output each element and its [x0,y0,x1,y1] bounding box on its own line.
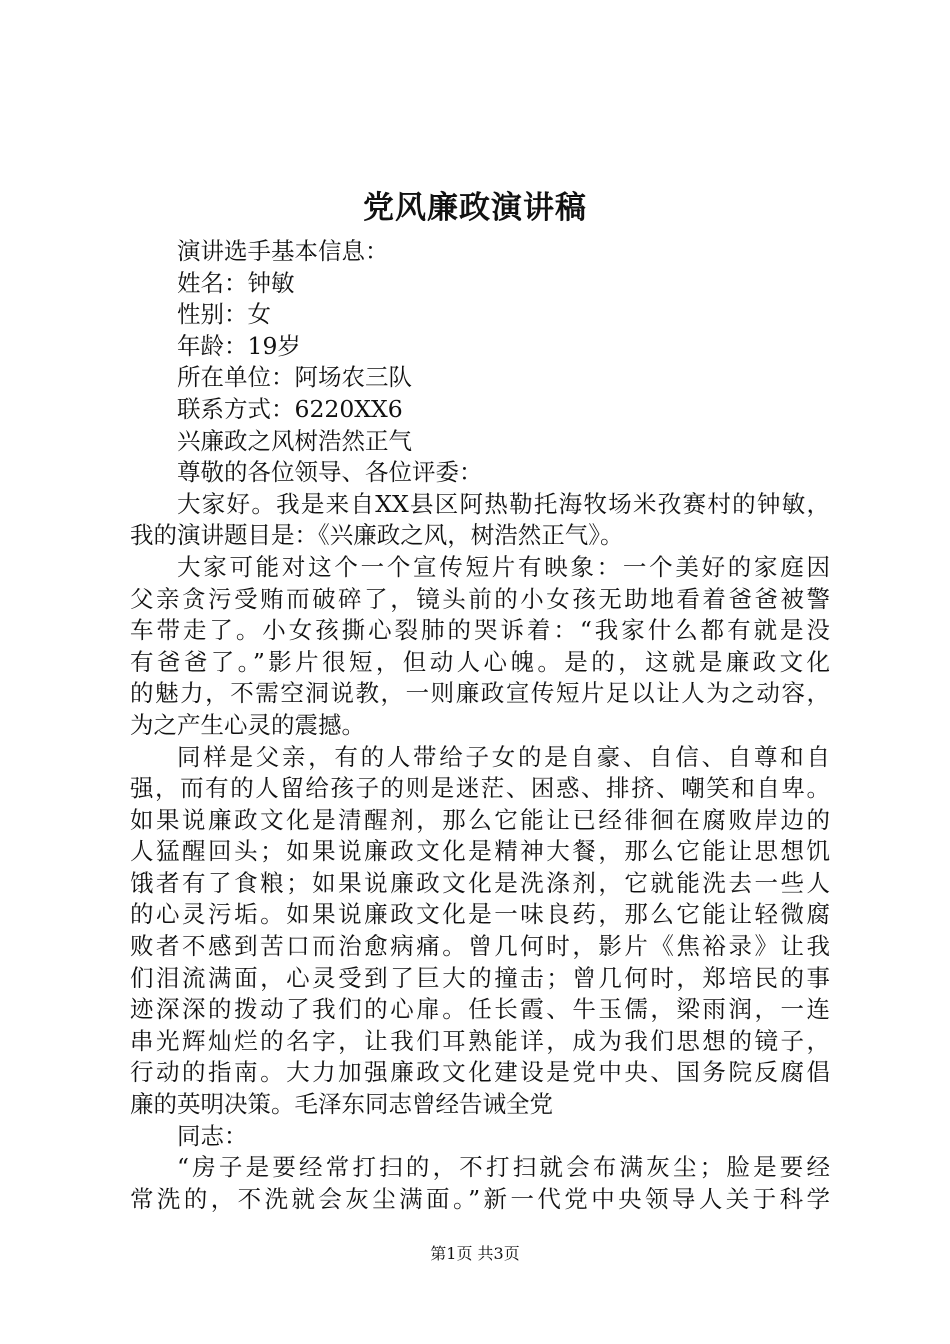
text-line: 迹深深的拨动了我们的心扉。任长霞、牛玉儒，梁雨润，一连 [130,995,830,1024]
text-line: 有爸爸了。”影片很短，但动人心魄。是的，这就是廉政文化 [130,647,830,676]
text-line: 如果说廉政文化是清醒剂，那么它能让已经徘徊在腐败岸边的 [130,805,830,834]
text-line: “房子是要经常打扫的，不打扫就会布满灰尘；脸是要经 [177,1153,830,1182]
text-line: 败者不感到苦口而治愈病痛。曾几何时，影片《焦裕录》让我 [130,932,830,961]
text-line: 的心灵污垢。如果说廉政文化是一味良药，那么它能让轻微腐 [130,900,830,929]
text-line: 大家好。我是来自XX县区阿热勒托海牧场米孜赛村的钟敏， [177,489,830,518]
text-line: 常洗的，不洗就会灰尘满面。”新一代党中央领导人关于科学 [130,1184,830,1213]
text-line: 大家可能对这个一个宣传短片有映象：一个美好的家庭因 [177,552,830,581]
text-line: 行动的指南。大力加强廉政文化建设是党中央、国务院反腐倡 [130,1058,830,1087]
text-line: 演讲选手基本信息： [177,237,389,265]
text-line: 尊敬的各位领导、各位评委： [177,458,483,487]
text-line: 性别：女 [177,300,271,329]
text-line: 年龄：19岁 [177,331,301,360]
text-line: 的魅力，不需空洞说教，一则廉政宣传短片足以让人为之动容， [130,679,830,708]
text-line: 串光辉灿烂的名字，让我们耳熟能详，成为我们思想的镜子， [130,1026,830,1055]
text-line: 人猛醒回头；如果说廉政文化是精神大餐，那么它能让思想饥 [130,837,830,866]
text-line: 我的演讲题目是：《兴廉政之风，树浩然正气》。 [130,521,624,550]
text-line: 同样是父亲，有的人带给子女的是自豪、自信、自尊和自 [177,742,830,771]
text-line: 强，而有的人留给孩子的则是迷茫、困惑、排挤、嘲笑和自卑。 [130,774,830,803]
page-footer: 第1页 共3页 [430,1244,520,1263]
text-line: 联系方式：6220XX6 [177,394,403,423]
text-line: 车带走了。小女孩撕心裂肺的哭诉着：“我家什么都有就是没 [130,616,830,645]
text-line: 姓名：钟敏 [177,268,295,297]
text-line: 父亲贪污受贿而破碎了，镜头前的小女孩无助地看着爸爸被警 [130,584,830,613]
text-line: 廉的英明决策。毛泽东同志曾经告诫全党 [130,1090,553,1119]
text-line: 所在单位：阿场农三队 [177,363,412,392]
document-body [130,236,830,1215]
text-line: 同志： [177,1121,248,1150]
document-title: 党风廉政演讲稿 [363,190,587,226]
text-line: 兴廉政之风树浩然正气 [177,426,412,455]
text-line: 为之产生心灵的震撼。 [130,710,365,739]
text-line: 们泪流满面，心灵受到了巨大的撞击；曾几何时，郑培民的事 [130,963,830,992]
text-line: 饿者有了食粮；如果说廉政文化是洗涤剂，它就能洗去一些人 [130,868,830,897]
